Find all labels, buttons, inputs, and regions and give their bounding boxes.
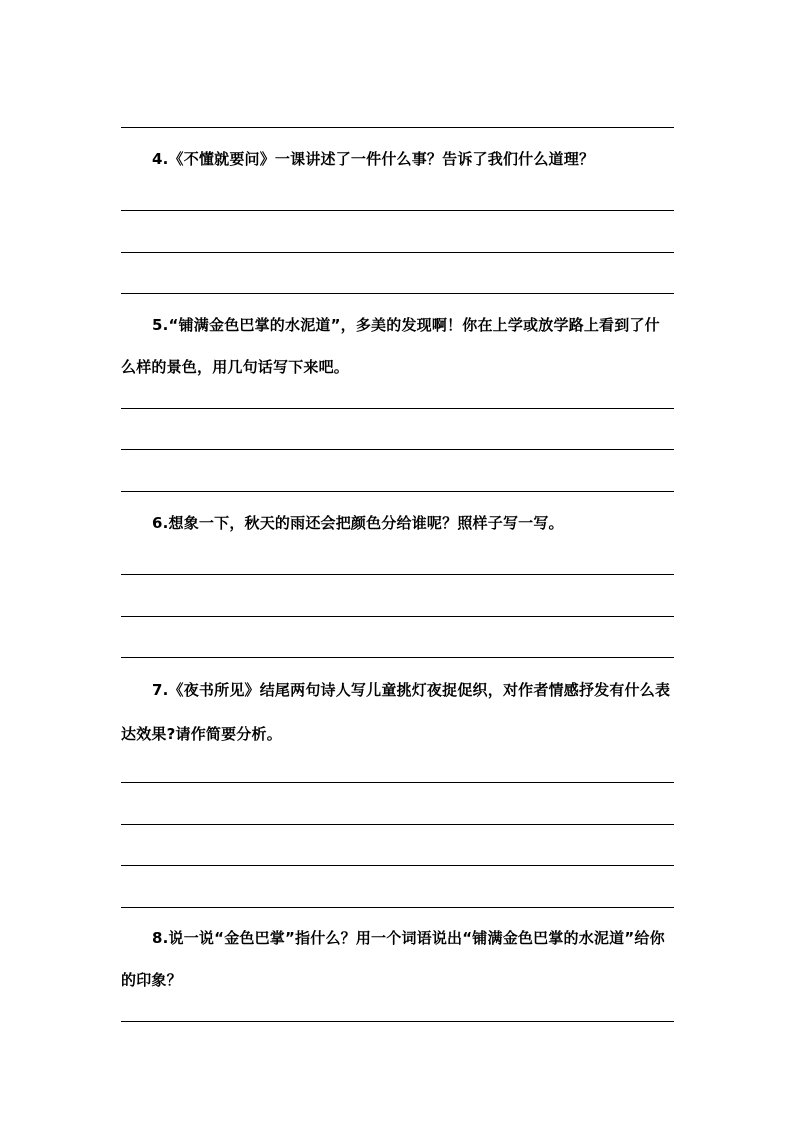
answer-line bbox=[121, 127, 674, 128]
answer-line[interactable] bbox=[121, 865, 674, 866]
answer-line[interactable] bbox=[121, 574, 674, 575]
question-5: 5.“铺满金色巴掌的水泥道”，多美的发现啊！你在上学或放学路上看到了什么样的景色，用几句话写下来吧。 bbox=[121, 316, 660, 376]
answer-line[interactable] bbox=[121, 408, 674, 409]
question-8: 8.说一说“金色巴掌”指什么？用一个词语说出“铺满金色巴掌的水泥道”给你的印象？ bbox=[121, 929, 665, 989]
answer-line[interactable] bbox=[121, 824, 674, 825]
answer-line[interactable] bbox=[121, 907, 674, 908]
answer-line[interactable] bbox=[121, 252, 674, 253]
answer-line[interactable] bbox=[121, 657, 674, 658]
answer-line[interactable] bbox=[121, 616, 674, 617]
answer-line[interactable] bbox=[121, 293, 674, 294]
answer-line[interactable] bbox=[121, 491, 674, 492]
answer-line[interactable] bbox=[121, 449, 674, 450]
answer-line[interactable] bbox=[121, 782, 674, 783]
answer-line[interactable] bbox=[121, 210, 674, 211]
question-4: 4.《不懂就要问》一课讲述了一件什么事？告诉了我们什么道理？ bbox=[152, 150, 595, 168]
question-7: 7.《夜书所见》结尾两句诗人写儿童挑灯夜捉促织，对作者情感抒发有什么表达效果?请作简要分析。 bbox=[121, 681, 671, 743]
answer-line[interactable] bbox=[121, 1021, 674, 1022]
question-6: 6.想象一下，秋天的雨还会把颜色分给谁呢？照样子写一写。 bbox=[152, 514, 564, 532]
